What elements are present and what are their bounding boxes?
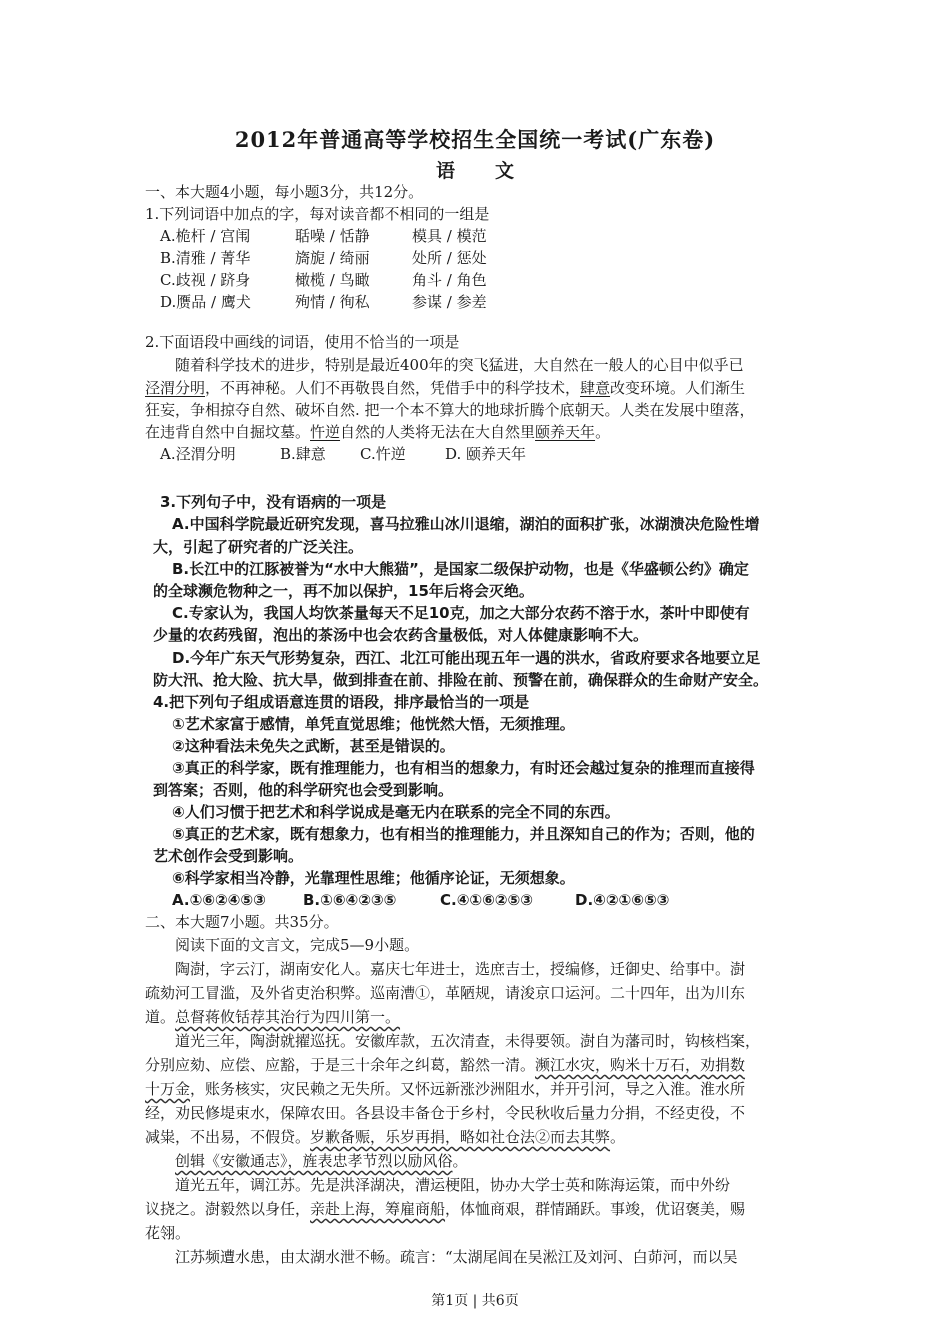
q4-sentence: ④人们习惯于把艺术和科学说成是毫无内在联系的完全不同的东西。 — [172, 803, 620, 821]
passage-line: 花翎。 — [145, 1224, 191, 1242]
passage-line: 陶澍，字云汀，湖南安化人。嘉庆七年进士，选庶吉士，授编修，迁御史、给事中。澍 — [175, 960, 746, 978]
q4-sentence: 艺术创作会受到影响。 — [153, 847, 304, 865]
q3-line: A.中国科学院最近研究发现，喜马拉雅山冰川退缩，湖泊的面积扩张，冰湖溃决危险性增 — [172, 515, 760, 533]
wavy-underlined-sentence: 总督蒋攸铦荐其治行为四川第一。 — [175, 1008, 401, 1026]
q4-sentence: ③真正的科学家，既有推理能力，也有相当的想象力，有时还会越过复杂的推理而直接得 — [172, 759, 755, 777]
q3-line: 的全球濒危物种之一，再不加以保护，15年后将会灭绝。 — [153, 582, 534, 600]
wavy-underlined-sentence: 十万金 — [145, 1080, 191, 1098]
wavy-underlined-sentence: 创辑《安徽通志》，旌表忠孝节烈以励风俗 — [175, 1152, 453, 1170]
underlined-word: 泾渭分明 — [145, 379, 206, 397]
q4-option-c: C.④①⑥②⑤③ — [440, 891, 533, 909]
q2-option-c: C.忤逆 — [360, 445, 406, 463]
q2-passage-line: 在违背自然中自掘坟墓。忤逆自然的人类将无法在大自然里颐养天年。 — [145, 423, 611, 441]
wavy-underlined-sentence: 岁歉备赈，乐岁再捐，略如社仓法②而去其弊 — [310, 1128, 611, 1146]
q4-sentence: 到答案；否则，他的科学研究也会受到影响。 — [153, 781, 454, 799]
q3-stem: 3.下列句子中，没有语病的一项是 — [160, 493, 387, 511]
q4-stem: 4.把下列句子组成语意连贯的语段，排序最恰当的一项是 — [153, 693, 530, 711]
q1-stem: 1.下列词语中加点的字，每对读音都不相同的一组是 — [145, 205, 490, 223]
passage-line: 道。总督蒋攸铦荐其治行为四川第一。 — [145, 1008, 401, 1026]
q4-option-d: D.④②①⑥⑤③ — [575, 891, 670, 909]
q3-line: 少量的农药残留，泡出的茶汤中也会农药含量极低，对人体健康影响不大。 — [153, 626, 649, 644]
q1-option-b-1: B.清雅 / 菁华 — [160, 249, 251, 267]
q3-line: D.今年广东天气形势复杂，西江、北江可能出现五年一遇的洪水，省政府要求各地要立足 — [172, 649, 761, 667]
q2-stem: 2.下面语段中画线的词语，使用不恰当的一项是 — [145, 333, 460, 351]
q1-option-d-1: D.赝品 / 鹰犬 — [160, 293, 251, 311]
q3-line: B.长江中的江豚被誉为“水中大熊猫”，是国家二级保护动物，也是《华盛顿公约》确定 — [172, 560, 749, 578]
q1-option-d-3: 参谋 / 参差 — [412, 293, 487, 311]
subject-title: 语文 — [435, 160, 554, 182]
q4-sentence: ①艺术家富于感情，单凭直觉思维；他恍然大悟，无须推理。 — [172, 715, 575, 733]
q2-passage-line: 狂妄，争相掠夺自然、破坏自然. 把一个本不算大的地球折腾个底朝天。人类在发展中堕落， — [145, 401, 755, 419]
q3-line: 大，引起了研究者的广泛关注。 — [153, 538, 364, 556]
section1-heading: 一、本大题4小题，每小题3分，共12分。 — [145, 183, 424, 201]
q2-passage-line: 泾渭分明，不再神秘。人们不再敬畏自然，凭借手中的科学技术，肆意改变环境。人们渐生 — [145, 379, 746, 397]
section2-heading: 二、本大题7小题。共35分。 — [145, 913, 339, 931]
underlined-word: 肆意 — [580, 379, 611, 397]
q3-line: C.专家认为，我国人均饮茶量每天不足10克，加之大部分农药不溶于水，茶叶中即使有 — [172, 604, 750, 622]
q4-option-a: A.①⑥②④⑤③ — [172, 891, 266, 909]
q1-option-b-2: 旖旎 / 绮丽 — [295, 249, 370, 267]
q2-passage-line: 随着科学技术的进步，特别是最近400年的突飞猛进，大自然在一般人的心目中似乎已 — [175, 356, 744, 374]
passage-line: 创辑《安徽通志》，旌表忠孝节烈以励风俗。 — [175, 1152, 468, 1170]
q1-option-b-3: 处所 / 惩处 — [412, 249, 487, 267]
q1-option-d-2: 殉情 / 徇私 — [295, 293, 370, 311]
passage-line: 减粜，不出易，不假贷。岁歉备赈，乐岁再捐，略如社仓法②而去其弊。 — [145, 1128, 626, 1146]
q1-option-a-3: 模具 / 模范 — [412, 227, 487, 245]
passage-line: 道光五年，调江苏。先是洪泽湖决，漕运梗阻，协办大学士英和陈海运策，而中外纷 — [175, 1176, 731, 1194]
passage-line: 疏劾河工冒滥，及外省吏治积弊。巡南漕①，革陋规，请浚京口运河。二十四年，出为川东 — [145, 984, 746, 1002]
q1-option-a-2: 聒噪 / 恬静 — [295, 227, 370, 245]
q4-option-b: B.①⑥④②③⑤ — [303, 891, 397, 909]
passage-line: 经，劝民修堤束水，保障农田。各县设丰备仓于乡村，令民秋收后量力分捐，不经吏役，不 — [145, 1104, 746, 1122]
q1-option-c-3: 角斗 / 角色 — [412, 271, 487, 289]
q4-sentence: ②这种看法未免失之武断，甚至是错误的。 — [172, 737, 455, 755]
passage-line: 江苏频遭水患，由太湖水泄不畅。疏言：“太湖尾闾在吴淞江及刘河、白茆河，而以吴 — [175, 1248, 738, 1266]
passage-line: 道光三年，陶澍就擢巡抚。安徽库款，五次清查，未得要领。澍自为藩司时，钩核档案， — [175, 1032, 761, 1050]
passage-line: 分别应劾、应偿、应豁，于是三十余年之纠葛，豁然一清。濒江水灾，购米十万石，劝捐数 — [145, 1056, 746, 1074]
q2-option-a: A.泾渭分明 — [160, 445, 236, 463]
q1-option-a-1: A.桅杆 / 宫闱 — [160, 227, 251, 245]
wavy-underlined-sentence: 亲赴上海，筹雇商船 — [310, 1200, 446, 1218]
underlined-word: 颐养天年 — [535, 423, 596, 441]
q1-option-c-2: 橄榄 / 鸟瞰 — [295, 271, 370, 289]
q4-sentence: ⑤真正的艺术家，既有想象力，也有相当的推理能力，并且深知自己的作为；否则，他的 — [172, 825, 755, 843]
wavy-underlined-sentence: 濒江水灾，购米十万石，劝捐数 — [535, 1056, 746, 1074]
q1-option-c-1: C.歧视 / 跻身 — [160, 271, 251, 289]
page-title: 2012年普通高等学校招生全国统一考试(广东卷) — [234, 127, 716, 152]
q2-option-d: D. 颐养天年 — [445, 445, 527, 463]
passage-line: 十万金，账务核实，灾民赖之无失所。又怀远新涨沙洲阻水，并开引河，导之入淮。淮水所 — [145, 1080, 746, 1098]
q2-option-b: B.肆意 — [280, 445, 326, 463]
q3-line: 防大汛、抢大险、抗大旱，做到排查在前、排险在前、预警在前，确保群众的生命财产安全。 — [153, 671, 769, 689]
underlined-word: 忤逆 — [310, 423, 341, 441]
q4-sentence: ⑥科学家相当冷静，光靠理性思维；他循序论证，无须想象。 — [172, 869, 575, 887]
passage-line: 议挠之。澍毅然以身任，亲赴上海，筹雇商船，体恤商艰，群情踊跃。事竣，优诏褒美，赐 — [145, 1200, 746, 1218]
page-footer: 第1页 | 共6页 — [431, 1293, 519, 1309]
section2-intro: 阅读下面的文言文，完成5—9小题。 — [175, 936, 420, 954]
